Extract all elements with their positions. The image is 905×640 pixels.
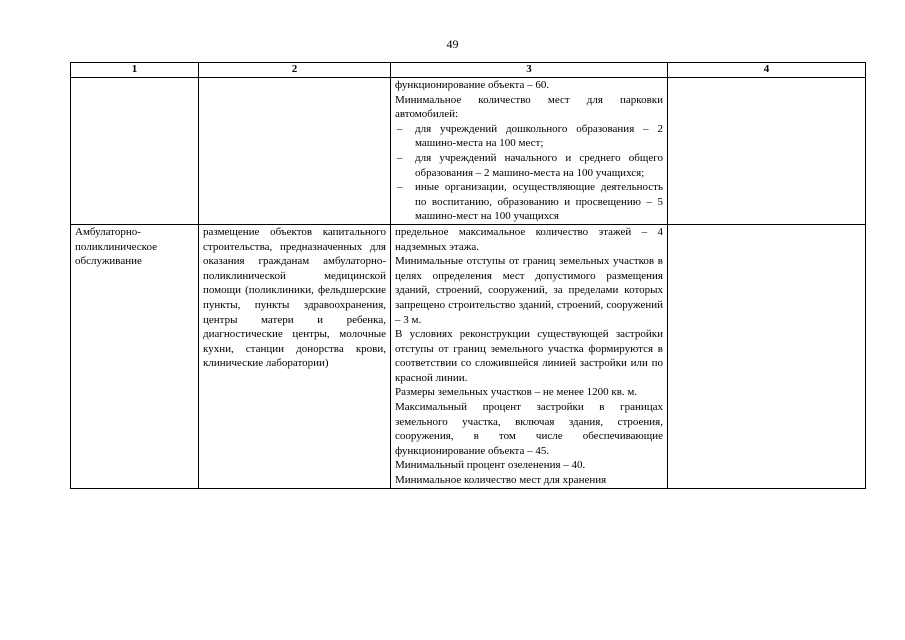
header-col-1: 1	[71, 63, 199, 78]
row1-col3	[391, 78, 668, 225]
row1-col1	[71, 78, 199, 225]
list-item: – для учреждений начального и среднего общего образования – 2 машино-места на 100 учащихся;	[397, 151, 663, 179]
row2-col3	[391, 224, 668, 488]
list-dash: –	[397, 151, 403, 164]
header-col-4: 4	[668, 63, 866, 78]
parking-list	[395, 122, 663, 224]
table-header-row	[71, 63, 866, 78]
row2-col3-para: Максимальный процент застройки в границах земельного участка, включая здания, строения, сооружения, в том числе обеспечивающие функционирование объекта – 45.	[395, 401, 663, 457]
row2-col3-para: предельное максимальное количество этажей – 4 надземных этажа.	[395, 225, 663, 253]
row2-col2: размещение объектов капитального строительства, предназначенных для оказания гражданам амбулаторно-поликлинической медицинской помощи (поликлиники, фельдшерские пункты, пункты здравоохранения, центры матери и ребенка, диагностические центры, молочные кухни, станции донорства крови, клинические лаборатории)	[199, 224, 391, 488]
row2-col3-para: Размеры земельных участков – не менее 1200 кв. м.	[395, 386, 638, 399]
list-dash: –	[397, 122, 403, 135]
row1-col2	[199, 78, 391, 225]
list-item: – иные организации, осуществляющие деятельность по воспитанию, образованию и просвещению – 5 машино-мест на 100 учащихся	[397, 181, 663, 223]
table-row	[71, 224, 866, 488]
list-item: – для учреждений дошкольного образования – 2 машино-места на 100 мест;	[397, 122, 663, 150]
row2-col3-para: Минимальные отступы от границ земельных участков в целях определения мест допустимого размещения зданий, строений, сооружений, за пределами которых запрещено строительство зданий, строений, сооружений – 3 м.	[395, 255, 663, 326]
header-col-3: 3	[391, 63, 668, 78]
row1-col3-line: функционирование объекта – 60.	[395, 79, 550, 91]
page-number: 49	[446, 37, 459, 51]
list-dash: –	[397, 181, 403, 194]
table-row	[71, 78, 866, 225]
row1-col3-line: Минимальное количество мест для парковки автомобилей:	[395, 93, 663, 121]
row1-col4	[668, 78, 866, 225]
row2-col4	[668, 224, 866, 488]
header-col-2: 2	[199, 63, 391, 78]
regulations-table	[70, 62, 866, 489]
row2-col1: Амбулаторно-поликлиническое обслуживание	[71, 224, 199, 488]
row2-col3-para: Минимальный процент озеленения – 40.	[395, 459, 586, 472]
row2-col3-para: Минимальное количество мест для хранения	[395, 474, 607, 487]
row2-col3-para: В условиях реконструкции существующей застройки отступы от границ земельного участка формируются в соответствии со сложившейся линией застройки или по красной линии.	[395, 328, 663, 384]
